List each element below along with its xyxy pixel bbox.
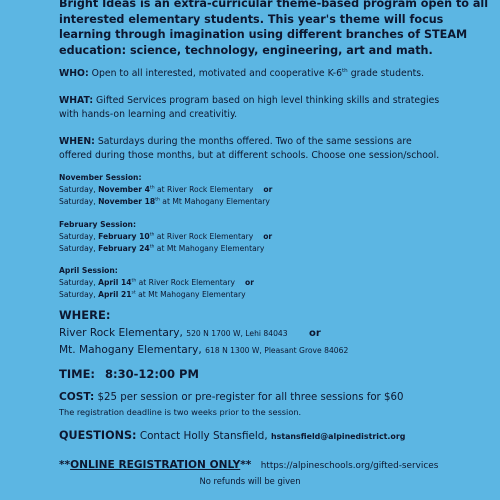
session-february bbox=[59, 219, 272, 256]
school-or: or bbox=[308, 328, 321, 339]
questions-text: Contact Holly Stansfield, bbox=[139, 430, 268, 442]
when-line1: Saturdays during the months offered. Two of the same sessions are bbox=[97, 136, 412, 147]
session-date: Saturday, April 21st at Mt Mahogany Elementary bbox=[59, 290, 246, 300]
who-tail: grade students. bbox=[347, 68, 425, 79]
time-line bbox=[59, 367, 199, 381]
school-name: Mt. Mahogany Elementary, bbox=[59, 344, 202, 356]
online-registration-line bbox=[59, 459, 438, 471]
session-heading: November Session: bbox=[59, 173, 142, 182]
school-name: River Rock Elementary, bbox=[59, 327, 183, 339]
school-address: 618 N 1300 W, Pleasant Grove 84062 bbox=[205, 346, 349, 355]
intro-paragraph bbox=[59, 0, 489, 58]
intro-line: Bright Ideas is an extra-curricular theme-based program open to all bbox=[59, 0, 489, 10]
intro-line: learning through imagination using different branches of STEAM bbox=[59, 28, 468, 42]
time-label: TIME: bbox=[59, 367, 96, 381]
who-label: WHO: bbox=[59, 68, 89, 79]
what-section bbox=[59, 94, 479, 122]
school-mt-mahogany bbox=[59, 344, 348, 356]
questions-line bbox=[59, 429, 405, 442]
session-date: Saturday, November 4th at River Rock Elementary or bbox=[59, 185, 273, 195]
school-address: 520 N 1700 W, Lehi 84043 bbox=[186, 329, 288, 338]
intro-line: education: science, technology, engineering, art and math. bbox=[59, 43, 433, 57]
session-april bbox=[59, 265, 254, 302]
deadline-text: The registration deadline is two weeks prior to the session. bbox=[59, 407, 302, 417]
what-label: WHAT: bbox=[59, 95, 94, 106]
when-section bbox=[59, 135, 479, 163]
intro-line: interested elementary students. This year's theme will focus bbox=[59, 12, 444, 26]
session-heading: February Session: bbox=[59, 220, 137, 229]
where-label: WHERE: bbox=[59, 308, 111, 322]
registration-url-link[interactable]: https://alpineschools.org/gifted-services bbox=[260, 461, 439, 471]
when-line2: offered during those months, but at different schools. Choose one session/school. bbox=[59, 150, 440, 161]
session-date: Saturday, November 18th at Mt Mahogany Elementary bbox=[59, 197, 270, 207]
session-november bbox=[59, 172, 272, 209]
when-label: WHEN: bbox=[59, 136, 95, 147]
session-date: Saturday, February 24th at Mt Mahogany Elementary bbox=[59, 244, 265, 254]
cost-label: COST: bbox=[59, 391, 95, 403]
online-registration-label: **ONLINE REGISTRATION ONLY** bbox=[59, 459, 252, 471]
session-date: Saturday, April 14th at River Rock Elementary or bbox=[59, 278, 255, 288]
what-line2: with hands-on learning and creativitiy. bbox=[59, 109, 238, 120]
refund-notice: No refunds will be given bbox=[199, 476, 301, 486]
what-line1: Gifted Services program based on high level thinking skills and strategies bbox=[96, 95, 440, 106]
school-river-rock bbox=[59, 327, 321, 339]
session-date: Saturday, February 10th at River Rock Elementary or bbox=[59, 232, 273, 242]
cost-value: $25 per session or pre-register for all three sessions for $60 bbox=[97, 392, 404, 403]
time-value: 8:30-12:00 PM bbox=[105, 367, 199, 381]
session-heading: April Session: bbox=[59, 266, 118, 275]
cost-line bbox=[59, 391, 403, 403]
who-section bbox=[59, 67, 479, 81]
who-text: Open to all interested, motivated and cooperative K-6 bbox=[91, 68, 342, 79]
questions-label: QUESTIONS: bbox=[59, 429, 137, 442]
contact-email-link[interactable]: hstansfield@alpinedistrict.org bbox=[271, 432, 406, 441]
who-sup: th bbox=[342, 67, 348, 74]
